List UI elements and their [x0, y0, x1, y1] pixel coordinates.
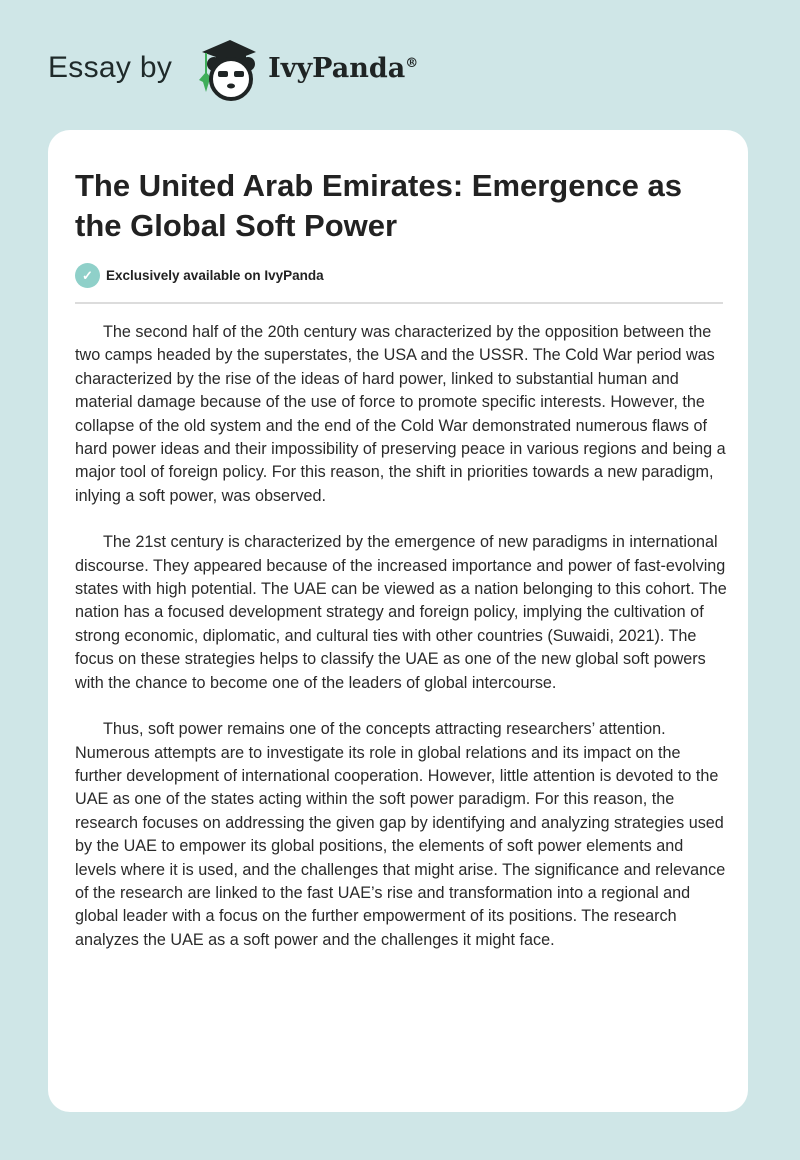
brand-text: IvyPanda	[268, 52, 406, 84]
paragraph: The second half of the 20th century was characterized by the opposition between the two camps headed by the superstates, the USA and the USSR. The Cold War period was characterized by the rise of the ideas of hard power, linked to substantial human and material damage because of the use of force to promote specific interests. However, the collapse of the old system and the end of the Cold War demonstrated numerous flaws of hard power ideas and their impossibility of preserving peace in various regions and being a major tool of foreign policy. For this reason, the shift in priorities towards a new paradigm, inlying a soft power, was observed.	[75, 323, 726, 505]
essay-card	[48, 130, 748, 1112]
site-header	[48, 38, 418, 98]
panda-graduate-icon	[190, 34, 262, 102]
essay-title: The United Arab Emirates: Emergence as the Global Soft Power	[75, 168, 682, 243]
exclusive-badge	[75, 263, 324, 288]
registered-mark: ®	[405, 55, 419, 71]
paragraph: Thus, soft power remains one of the concepts attracting researchers’ attention. Numerous attempts are to investigate its role in global relations and its impact on the further development of international cooperation. However, little attention is devoted to the UAE as one of the states acting within the soft power paradigm. For this reason, the research focuses on addressing the given gap by identifying and analyzing strategies used by the UAE to empower its global positions, the elements of soft power elements and levels where it is used, and the challenges that might arise. The significance and relevance of the research are linked to the fast UAE’s rise and transformation into a regional and global leader with a focus on the further empowerment of its positions. The research analyzes the UAE as a soft power and the challenges it might face.	[75, 720, 726, 949]
paragraph: The 21st century is characterized by the emergence of new paradigms in international discourse. They appeared because of the increased importance and power of fast-evolving states with high potential. The UAE can be viewed as a nation belonging to this cohort. The nation has a focused development strategy and foreign policy, implying the cultivation of strong economic, diplomatic, and cultural ties with other countries (Suwaidi, 2021). The focus on these strategies helps to classify the UAE as one of the new global soft powers with the chance to become one of the leaders of global intercourse.	[75, 533, 727, 692]
essay-by-label: Essay by	[48, 51, 173, 84]
ivypanda-logo[interactable]	[190, 34, 418, 102]
exclusive-label: Exclusively available on IvyPanda	[106, 268, 324, 283]
brand-name	[268, 53, 418, 84]
check-icon: ✓	[75, 263, 100, 288]
divider	[75, 302, 723, 304]
essay-body	[75, 321, 727, 975]
